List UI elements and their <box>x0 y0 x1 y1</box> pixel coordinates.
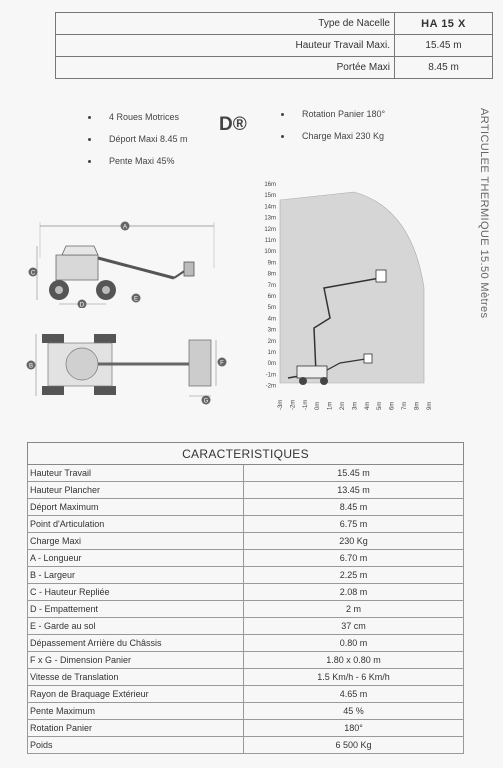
x-tick-label: 3m <box>352 401 359 410</box>
dim-letter-g: G <box>203 398 209 405</box>
y-tick-label: 11m <box>264 238 276 244</box>
spec-label: E - Garde au sol <box>28 618 244 635</box>
feature-pente: Pente Maxi 45% <box>88 156 175 166</box>
y-tick-label: 8m <box>267 271 276 278</box>
dim-letter-d: D <box>79 302 85 308</box>
spec-value: 2.08 m <box>244 584 464 601</box>
header-label: Hauteur Travail Maxi. <box>56 35 395 57</box>
spec-value: 37 cm <box>244 618 464 635</box>
spec-value: 15.45 m <box>244 465 464 482</box>
y-tick-label: 1m <box>267 350 276 356</box>
spec-row <box>28 482 464 499</box>
spec-label: F x G - Dimension Panier <box>28 652 244 669</box>
spec-value: 6.75 m <box>244 516 464 533</box>
y-tick-label: 15m <box>264 193 276 200</box>
spec-row <box>28 618 464 635</box>
spec-label: Rotation Panier <box>28 720 244 737</box>
y-tick-label: 13m <box>264 215 276 222</box>
spec-row <box>28 652 464 669</box>
spec-row <box>28 516 464 533</box>
spec-value: 4.65 m <box>244 686 464 703</box>
y-tick-label: 7m <box>267 282 276 289</box>
y-tick-label: 12m <box>264 226 276 233</box>
y-tick-label: 3m <box>267 327 276 334</box>
y-tick-label: 10m <box>264 249 276 256</box>
y-tick-label: -2m <box>265 383 276 390</box>
reach-diagram <box>252 178 442 428</box>
header-label: Portée Maxi <box>56 57 395 79</box>
y-tick-label: 9m <box>267 260 276 267</box>
dim-letter-b: B <box>28 363 34 370</box>
brand-logo: D® <box>219 114 247 135</box>
header-label: Type de Nacelle <box>56 13 395 35</box>
x-tick-label: 4m <box>364 401 371 410</box>
dim-letter-a: A <box>122 224 128 231</box>
y-tick-label: 6m <box>267 294 276 300</box>
spec-label: D - Empattement <box>28 601 244 618</box>
x-tick-label: 7m <box>402 401 408 410</box>
y-tick-label: -1m <box>265 372 276 379</box>
dim-letter-c: C <box>30 270 36 277</box>
feature-4wd: 4 Roues Motrices <box>88 112 179 122</box>
spec-row <box>28 720 464 737</box>
machine-side-view <box>24 218 224 308</box>
y-tick-label: 16m <box>264 182 276 188</box>
bullet-icon <box>281 113 284 116</box>
x-tick-label: -2m <box>290 399 297 410</box>
header-value: 15.45 m <box>395 35 493 57</box>
y-tick-label: 0m <box>267 361 276 368</box>
feature-deport: Déport Maxi 8.45 m <box>88 134 188 144</box>
header-row <box>56 13 493 35</box>
spec-row <box>28 465 464 482</box>
y-tick-label: 2m <box>267 338 276 345</box>
spec-label: Hauteur Plancher <box>28 482 244 499</box>
spec-value: 1.80 x 0.80 m <box>244 652 464 669</box>
x-tick-label: 5m <box>377 401 384 410</box>
header-value: 8.45 m <box>395 57 493 79</box>
header-value: HA 15 X <box>395 13 493 35</box>
spec-label: B - Largeur <box>28 567 244 584</box>
y-tick-label: 4m <box>267 316 276 323</box>
feature-rotation: Rotation Panier 180° <box>281 109 385 119</box>
x-tick-label: -3m <box>278 399 284 410</box>
spec-label: Pente Maximum <box>28 703 244 720</box>
x-tick-label: 2m <box>340 401 346 410</box>
spec-title: CARACTERISTIQUES <box>28 443 464 465</box>
spec-row <box>28 737 464 754</box>
spec-row <box>28 567 464 584</box>
machine-top-view <box>24 328 234 408</box>
header-row <box>56 57 493 79</box>
bullet-icon <box>88 160 91 163</box>
spec-value: 1.5 Km/h - 6 Km/h <box>244 669 464 686</box>
spec-row <box>28 584 464 601</box>
spec-row <box>28 499 464 516</box>
spec-label: Dépassement Arrière du Châssis <box>28 635 244 652</box>
spec-value: 8.45 m <box>244 499 464 516</box>
spec-row <box>28 533 464 550</box>
dim-letter-f: F <box>220 360 224 367</box>
header-table <box>55 12 493 79</box>
feature-charge: Charge Maxi 230 Kg <box>281 131 384 141</box>
spec-value: 2.25 m <box>244 567 464 584</box>
spec-value: 6 500 Kg <box>244 737 464 754</box>
x-tick-label: 1m <box>327 401 334 410</box>
x-tick-label: 0m <box>315 401 322 410</box>
spec-table <box>27 442 464 754</box>
dim-letter-e: E <box>133 296 139 303</box>
spec-row <box>28 635 464 652</box>
spec-value: 45 % <box>244 703 464 720</box>
x-tick-label: -1m <box>302 399 309 410</box>
spec-label: Charge Maxi <box>28 533 244 550</box>
spec-label: Point d'Articulation <box>28 516 244 533</box>
spec-label: Déport Maximum <box>28 499 244 516</box>
y-tick-label: 5m <box>267 305 276 312</box>
spec-value: 6.70 m <box>244 550 464 567</box>
bullet-icon <box>88 116 91 119</box>
spec-label: C - Hauteur Repliée <box>28 584 244 601</box>
x-tick-label: 6m <box>389 401 396 410</box>
spec-value: 0.80 m <box>244 635 464 652</box>
spec-row <box>28 550 464 567</box>
spec-label: Rayon de Braquage Extérieur <box>28 686 244 703</box>
side-title: ARTICULEE THERMIQUE 15.50 Mètres <box>478 108 490 319</box>
spec-value: 180° <box>244 720 464 737</box>
y-tick-label: 14m <box>264 204 276 211</box>
spec-label: Hauteur Travail <box>28 465 244 482</box>
x-tick-label: 9m <box>426 401 433 410</box>
spec-label: Poids <box>28 737 244 754</box>
header-row <box>56 35 493 57</box>
spec-value: 2 m <box>244 601 464 618</box>
spec-row <box>28 669 464 686</box>
spec-value: 230 Kg <box>244 533 464 550</box>
spec-label: Vitesse de Translation <box>28 669 244 686</box>
spec-row <box>28 601 464 618</box>
spec-row <box>28 686 464 703</box>
x-tick-label: 8m <box>414 401 421 410</box>
spec-label: A - Longueur <box>28 550 244 567</box>
spec-value: 13.45 m <box>244 482 464 499</box>
spec-row <box>28 703 464 720</box>
bullet-icon <box>88 138 91 141</box>
bullet-icon <box>281 135 284 138</box>
